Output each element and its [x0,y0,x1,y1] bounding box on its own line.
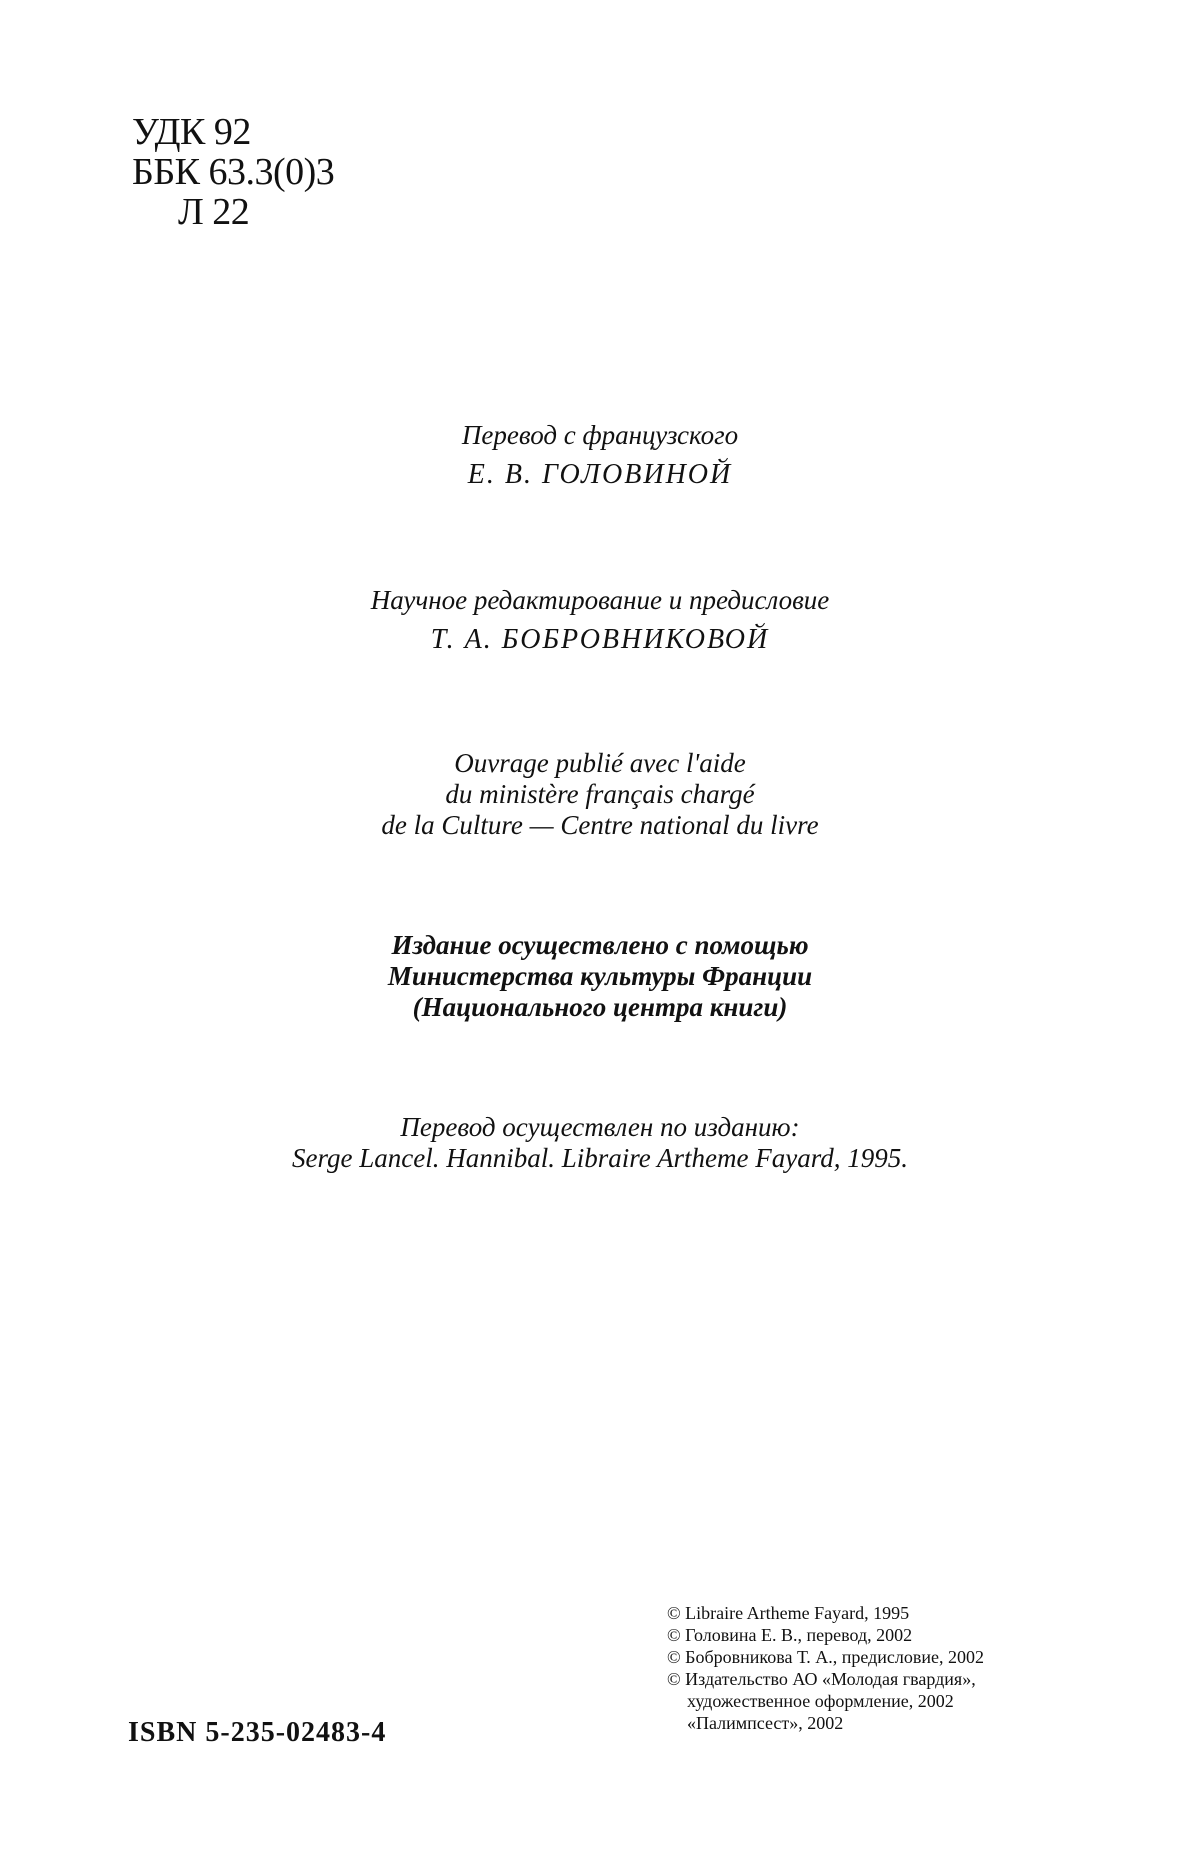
classification-block [132,112,334,232]
french-note-line: du ministère français chargé [445,779,755,809]
udk-code: УДК 92 [132,111,251,153]
french-note-line: de la Culture — Centre national du livre [381,810,819,840]
ru-note-line: Издание осуществлено с помощью [391,930,809,960]
copyright-line: «Палимпсест», 2002 [687,1713,844,1733]
translator-block [0,420,1200,490]
copyright-line: © Libraire Artheme Fayard, 1995 [667,1603,910,1623]
copyright-line: © Головина Е. В., перевод, 2002 [667,1625,913,1645]
ru-note-line: (Национального центра книги) [412,992,788,1022]
copyright-block [667,1602,984,1734]
ru-note-line: Министерства культуры Франции [387,961,813,991]
editor-block [0,585,1200,655]
copyright-line: © Издательство АО «Молодая гвардия», [667,1669,976,1689]
isbn: ISBN 5-235-02483-4 [128,1717,387,1748]
source-note-line: Serge Lancel. Hannibal. Libraire Artheme Fayard, 1995. [292,1143,908,1173]
french-note-line: Ouvrage publié avec l'aide [454,748,746,778]
russian-support-note [0,930,1200,1023]
copyright-line: © Бобровникова Т. А., предисловие, 2002 [667,1647,984,1667]
source-edition-note [0,1112,1200,1174]
editor-name: Т. А. БОБРОВНИКОВОЙ [430,624,770,655]
french-support-note [0,748,1200,841]
copyright-line: художественное оформление, 2002 [687,1691,954,1711]
bbk-code: ББК 63.3(0)3 [132,151,335,193]
translator-name: Е. В. ГОЛОВИНОЙ [467,459,733,490]
source-note-line: Перевод осуществлен по изданию: [400,1112,800,1142]
author-mark: Л 22 [178,191,250,233]
translator-label: Перевод с французского [461,420,739,450]
editor-label: Научное редактирование и предисловие [370,585,830,615]
